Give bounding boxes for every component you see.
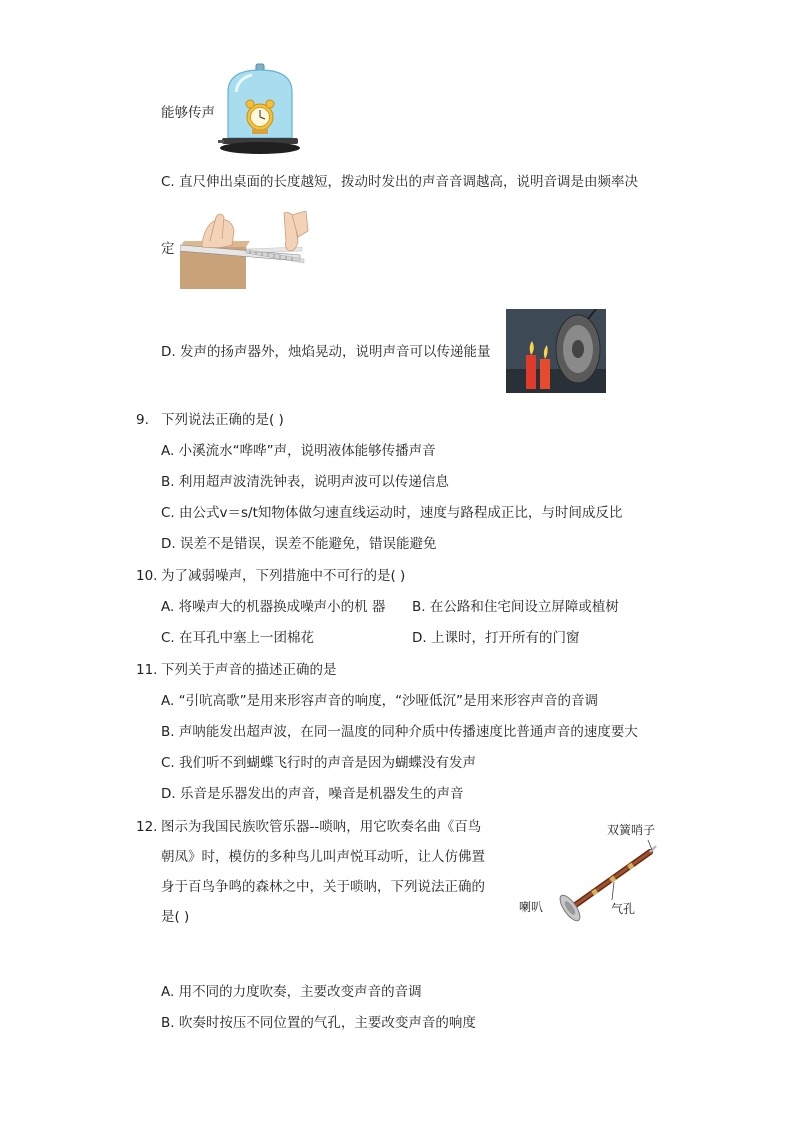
q11-option-a: A. “引吭高歌”是用来形容声音的响度，“沙哑低沉”是用来形容声音的音调 (161, 693, 599, 709)
q12-option-b: B. 吹奏时按压不同位置的气孔，主要改变声音的响度 (161, 1015, 476, 1031)
q9-option-d: D. 误差不是错误，误差不能避免，错误能避免 (161, 536, 437, 552)
suona-figure (552, 834, 662, 930)
q10-option-d: D. 上课时，打开所有的门窗 (412, 630, 580, 646)
q12-stem-line4: 是( ) (161, 909, 190, 925)
q12-number: 12. (136, 819, 158, 835)
candle-speaker-figure (506, 309, 606, 393)
q10-option-c: C. 在耳孔中塞上一团棉花 (161, 630, 315, 646)
q10-option-a: A. 将噪声大的机器换成噪声小的机 器 (161, 599, 386, 615)
q8-option-a-tail: 能够传声 (161, 105, 215, 121)
suona-label-reed: 双簧哨子 (607, 823, 656, 837)
q11-option-c: C. 我们听不到蝴蝶飞行时的声音是因为蝴蝶没有发声 (161, 755, 477, 771)
q11-option-b: B. 声呐能发出超声波，在同一温度的同种介质中传播速度比普通声音的速度要大 (161, 724, 638, 740)
q11-stem: 下列关于声音的描述正确的是 (161, 662, 337, 678)
q12-option-a: A. 用不同的力度吹奏，主要改变声音的音调 (161, 984, 422, 1000)
q9-option-b: B. 利用超声波清洗钟表，说明声波可以传递信息 (161, 474, 449, 490)
q8-option-d: D. 发声的扬声器外，烛焰晃动，说明声音可以传递能量 (161, 344, 491, 360)
q9-stem: 下列说法正确的是( ) (161, 412, 284, 428)
q9-number: 9. (136, 412, 149, 428)
q8-option-c-line2: 定 (161, 241, 175, 257)
q9-option-c: C. 由公式v＝s/t知物体做匀速直线运动时，速度与路程成正比，与时间成反比 (161, 505, 623, 521)
q12-stem-line3: 身于百鸟争鸣的森林之中，关于唢呐，下列说法正确的 (161, 879, 485, 895)
q10-option-b: B. 在公路和住宅间设立屏障或植树 (412, 599, 619, 615)
q10-stem: 为了减弱噪声，下列措施中不可行的是( ) (161, 568, 406, 584)
q12-stem-line1: 图示为我国民族吹管乐器--唢呐，用它吹奏名曲《百鸟 (161, 819, 482, 835)
q9-option-a: A. 小溪流水“哗哗”声，说明液体能够传播声音 (161, 443, 436, 459)
bell-jar-figure (218, 62, 302, 156)
q10-number: 10. (136, 568, 158, 584)
ruler-figure (180, 211, 310, 289)
q12-stem-line2: 朝凤》时，模仿的多种鸟儿叫声悦耳动听，让人仿佛置 (161, 849, 485, 865)
q11-option-d: D. 乐音是乐器发出的声音，噪音是机器发生的声音 (161, 786, 464, 802)
suona-label-hole: 气孔 (611, 902, 636, 916)
q8-option-c-line1: C. 直尺伸出桌面的长度越短，拨动时发出的声音音调越高，说明音调是由频率决 (161, 174, 639, 190)
suona-label-horn: 喇叭 (519, 900, 544, 914)
q11-number: 11. (136, 662, 158, 678)
